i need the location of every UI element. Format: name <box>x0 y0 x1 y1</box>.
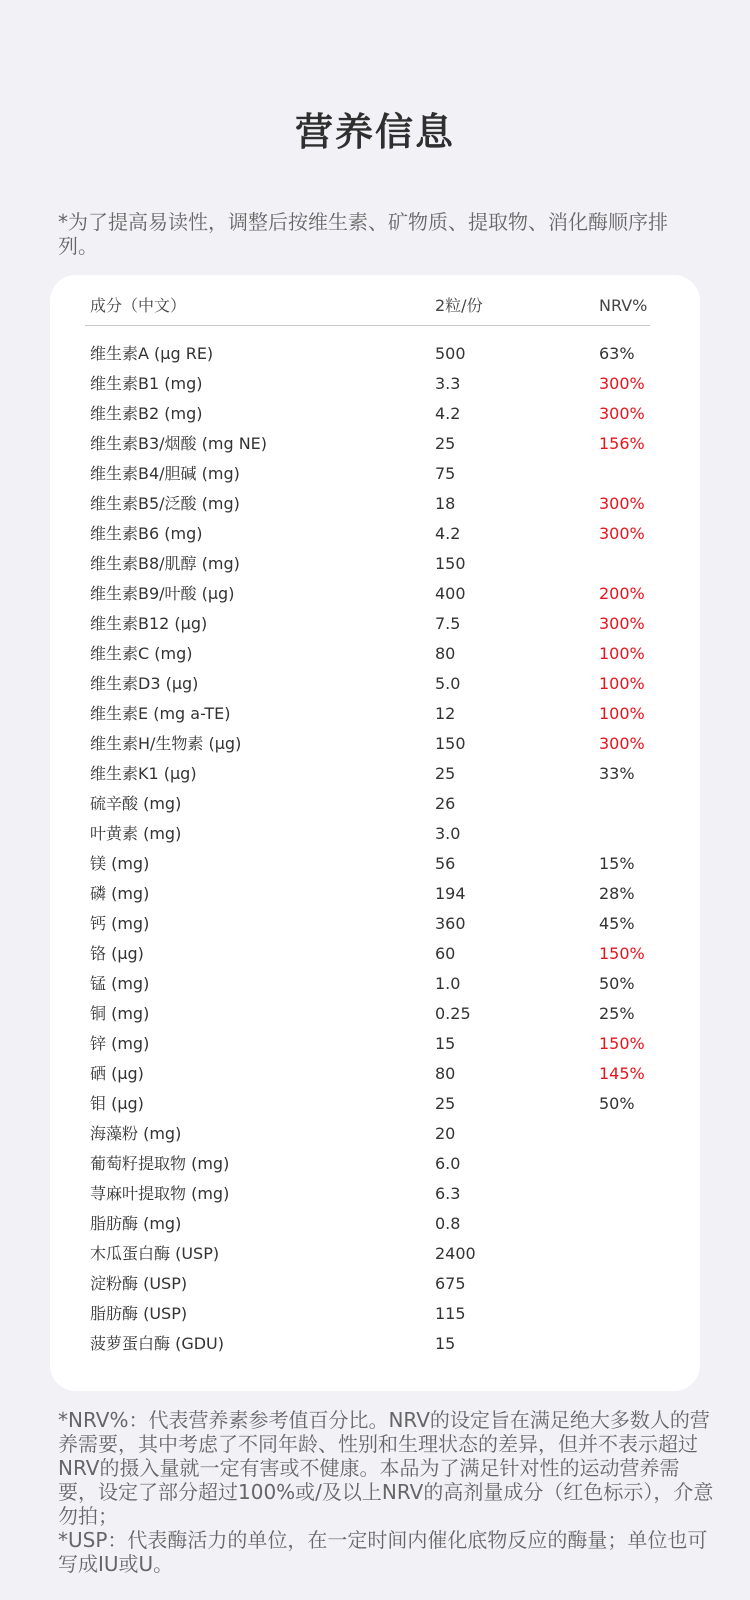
table-row <box>85 999 650 1029</box>
ingredient-name: 菠萝蛋白酶 (GDU) <box>90 1334 225 1353</box>
ingredient-nrv: 150% <box>599 944 645 963</box>
ingredient-name: 脂肪酶 (mg) <box>90 1214 182 1233</box>
ingredient-nrv: 300% <box>599 524 645 543</box>
ingredient-name: 维生素B4/胆碱 (mg) <box>90 464 240 483</box>
ingredient-amount: 675 <box>435 1274 466 1293</box>
ingredient-amount: 115 <box>435 1304 466 1323</box>
ingredient-name: 钼 (μg) <box>90 1094 144 1113</box>
ingredient-amount: 20 <box>435 1124 456 1143</box>
ingredient-nrv: 300% <box>599 494 645 513</box>
ingredient-amount: 15 <box>435 1034 456 1053</box>
table-row <box>85 1209 650 1239</box>
table-row <box>85 1239 650 1269</box>
table-row <box>85 1329 650 1359</box>
header-ingredient: 成分（中文） <box>90 296 187 315</box>
ingredient-name: 维生素K1 (μg) <box>90 764 197 783</box>
table-row <box>85 369 650 399</box>
ingredient-name: 维生素B12 (μg) <box>90 614 208 633</box>
ingredient-amount: 0.25 <box>435 1004 471 1023</box>
ingredient-amount: 3.0 <box>435 824 461 843</box>
ingredient-amount: 2400 <box>435 1244 476 1263</box>
ingredient-nrv: 145% <box>599 1064 645 1083</box>
table-row <box>85 1269 650 1299</box>
ingredient-amount: 25 <box>435 1094 456 1113</box>
ingredient-nrv: 300% <box>599 614 645 633</box>
ingredient-name: 维生素B3/烟酸 (mg NE) <box>90 434 268 453</box>
ingredient-amount: 150 <box>435 554 466 573</box>
ingredient-amount: 80 <box>435 1064 456 1083</box>
table-row <box>85 639 650 669</box>
ingredient-nrv: 300% <box>599 404 645 423</box>
ingredient-amount: 60 <box>435 944 456 963</box>
ingredient-amount: 500 <box>435 344 466 363</box>
table-row <box>85 789 650 819</box>
nutrition-table-card <box>50 275 700 1391</box>
table-row <box>85 849 650 879</box>
ingredient-name: 硒 (μg) <box>90 1064 144 1083</box>
table-body <box>85 339 650 1359</box>
ingredient-name: 淀粉酶 (USP) <box>90 1274 188 1293</box>
table-row <box>85 1119 650 1149</box>
table-row <box>85 909 650 939</box>
ingredient-name: 叶黄素 (mg) <box>90 824 182 843</box>
ingredient-name: 钙 (mg) <box>90 914 150 933</box>
table-row <box>85 669 650 699</box>
ingredient-nrv: 300% <box>599 734 645 753</box>
ingredient-amount: 12 <box>435 704 456 723</box>
ingredient-nrv: 28% <box>599 884 635 903</box>
ingredient-nrv: 200% <box>599 584 645 603</box>
ingredient-name: 海藻粉 (mg) <box>90 1124 182 1143</box>
ingredient-nrv: 15% <box>599 854 635 873</box>
table-row <box>85 699 650 729</box>
ingredient-amount: 80 <box>435 644 456 663</box>
ingredient-name: 维生素C (mg) <box>90 644 193 663</box>
table-row <box>85 609 650 639</box>
ingredient-name: 维生素B2 (mg) <box>90 404 203 423</box>
ingredient-amount: 25 <box>435 764 456 783</box>
ingredient-amount: 6.3 <box>435 1184 461 1203</box>
ingredient-nrv: 25% <box>599 1004 635 1023</box>
ingredient-amount: 5.0 <box>435 674 461 693</box>
ingredient-nrv: 150% <box>599 1034 645 1053</box>
table-row <box>85 489 650 519</box>
table-row <box>85 1299 650 1329</box>
ingredient-name: 维生素B1 (mg) <box>90 374 203 393</box>
ingredient-nrv: 100% <box>599 644 645 663</box>
ingredient-name: 磷 (mg) <box>90 884 150 903</box>
ingredient-name: 维生素B8/肌醇 (mg) <box>90 554 240 573</box>
ingredient-name: 维生素B9/叶酸 (μg) <box>90 584 235 603</box>
ingredient-amount: 6.0 <box>435 1154 461 1173</box>
footnote-usp: *USP：代表酶活力的单位，在一定时间内催化底物反应的酶量；单位也可写成IU或U。 <box>58 1528 708 1576</box>
ingredient-amount: 360 <box>435 914 466 933</box>
table-row <box>85 459 650 489</box>
footnote-nrv: *NRV%：代表营养素参考值百分比。NRV的设定旨在满足绝大多数人的营养需要，其中考虑了不同年龄、性别和生理状态的差异，但并不表示超过NRV的摄入量就一定有害或不健康。本品为了满足针对性的运动营养需要，设定了部分超过100%或/及以上NRV的高剂量成分（红色标示），介意勿拍； <box>58 1408 714 1528</box>
table-row <box>85 969 650 999</box>
table-row <box>85 819 650 849</box>
ingredient-amount: 15 <box>435 1334 456 1353</box>
ingredient-name: 脂肪酶 (USP) <box>90 1304 188 1323</box>
ingredient-amount: 4.2 <box>435 524 461 543</box>
footnotes <box>58 1408 718 1576</box>
ingredient-nrv: 300% <box>599 374 645 393</box>
header-nrv: NRV% <box>599 296 648 315</box>
page-title: 营养信息 <box>294 110 455 154</box>
ingredient-name: 维生素E (mg a-TE) <box>90 704 231 723</box>
table-row <box>85 549 650 579</box>
intro-note: *为了提高易读性，调整后按维生素、矿物质、提取物、消化酶顺序排列。 <box>58 210 668 258</box>
ingredient-name: 维生素B5/泛酸 (mg) <box>90 494 240 513</box>
ingredient-amount: 150 <box>435 734 466 753</box>
ingredient-name: 维生素D3 (μg) <box>90 674 199 693</box>
ingredient-name: 维生素H/生物素 (μg) <box>90 734 242 753</box>
ingredient-nrv: 45% <box>599 914 635 933</box>
ingredient-name: 镁 (mg) <box>90 854 150 873</box>
ingredient-amount: 18 <box>435 494 456 513</box>
ingredient-amount: 194 <box>435 884 466 903</box>
ingredient-amount: 75 <box>435 464 456 483</box>
table-row <box>85 579 650 609</box>
ingredient-name: 维生素A (μg RE) <box>90 344 214 363</box>
ingredient-name: 木瓜蛋白酶 (USP) <box>90 1244 220 1263</box>
ingredient-name: 荨麻叶提取物 (mg) <box>90 1184 230 1203</box>
ingredient-nrv: 50% <box>599 974 635 993</box>
table-row <box>85 1179 650 1209</box>
ingredient-name: 铬 (μg) <box>90 944 144 963</box>
table-row <box>85 1089 650 1119</box>
table-row <box>85 1059 650 1089</box>
ingredient-name: 维生素B6 (mg) <box>90 524 203 543</box>
ingredient-name: 锌 (mg) <box>90 1034 150 1053</box>
table-row <box>85 519 650 549</box>
ingredient-nrv: 63% <box>599 344 635 363</box>
table-header <box>85 289 650 326</box>
table-row <box>85 939 650 969</box>
ingredient-amount: 56 <box>435 854 456 873</box>
ingredient-name: 铜 (mg) <box>90 1004 150 1023</box>
ingredient-name: 硫辛酸 (mg) <box>90 794 182 813</box>
table-row <box>85 1029 650 1059</box>
ingredient-name: 葡萄籽提取物 (mg) <box>90 1154 230 1173</box>
table-row <box>85 399 650 429</box>
ingredient-amount: 0.8 <box>435 1214 461 1233</box>
ingredient-amount: 26 <box>435 794 456 813</box>
table-row <box>85 429 650 459</box>
ingredient-amount: 400 <box>435 584 466 603</box>
ingredient-nrv: 100% <box>599 674 645 693</box>
ingredient-nrv: 33% <box>599 764 635 783</box>
ingredient-amount: 25 <box>435 434 456 453</box>
table-row <box>85 1149 650 1179</box>
ingredient-amount: 3.3 <box>435 374 461 393</box>
ingredient-amount: 7.5 <box>435 614 461 633</box>
ingredient-nrv: 100% <box>599 704 645 723</box>
ingredient-amount: 1.0 <box>435 974 461 993</box>
ingredient-nrv: 156% <box>599 434 645 453</box>
table-row <box>85 729 650 759</box>
table-row <box>85 759 650 789</box>
header-amount: 2粒/份 <box>435 296 483 315</box>
ingredient-amount: 4.2 <box>435 404 461 423</box>
ingredient-nrv: 50% <box>599 1094 635 1113</box>
ingredient-name: 锰 (mg) <box>90 974 150 993</box>
table-row <box>85 879 650 909</box>
table-row <box>85 339 650 369</box>
